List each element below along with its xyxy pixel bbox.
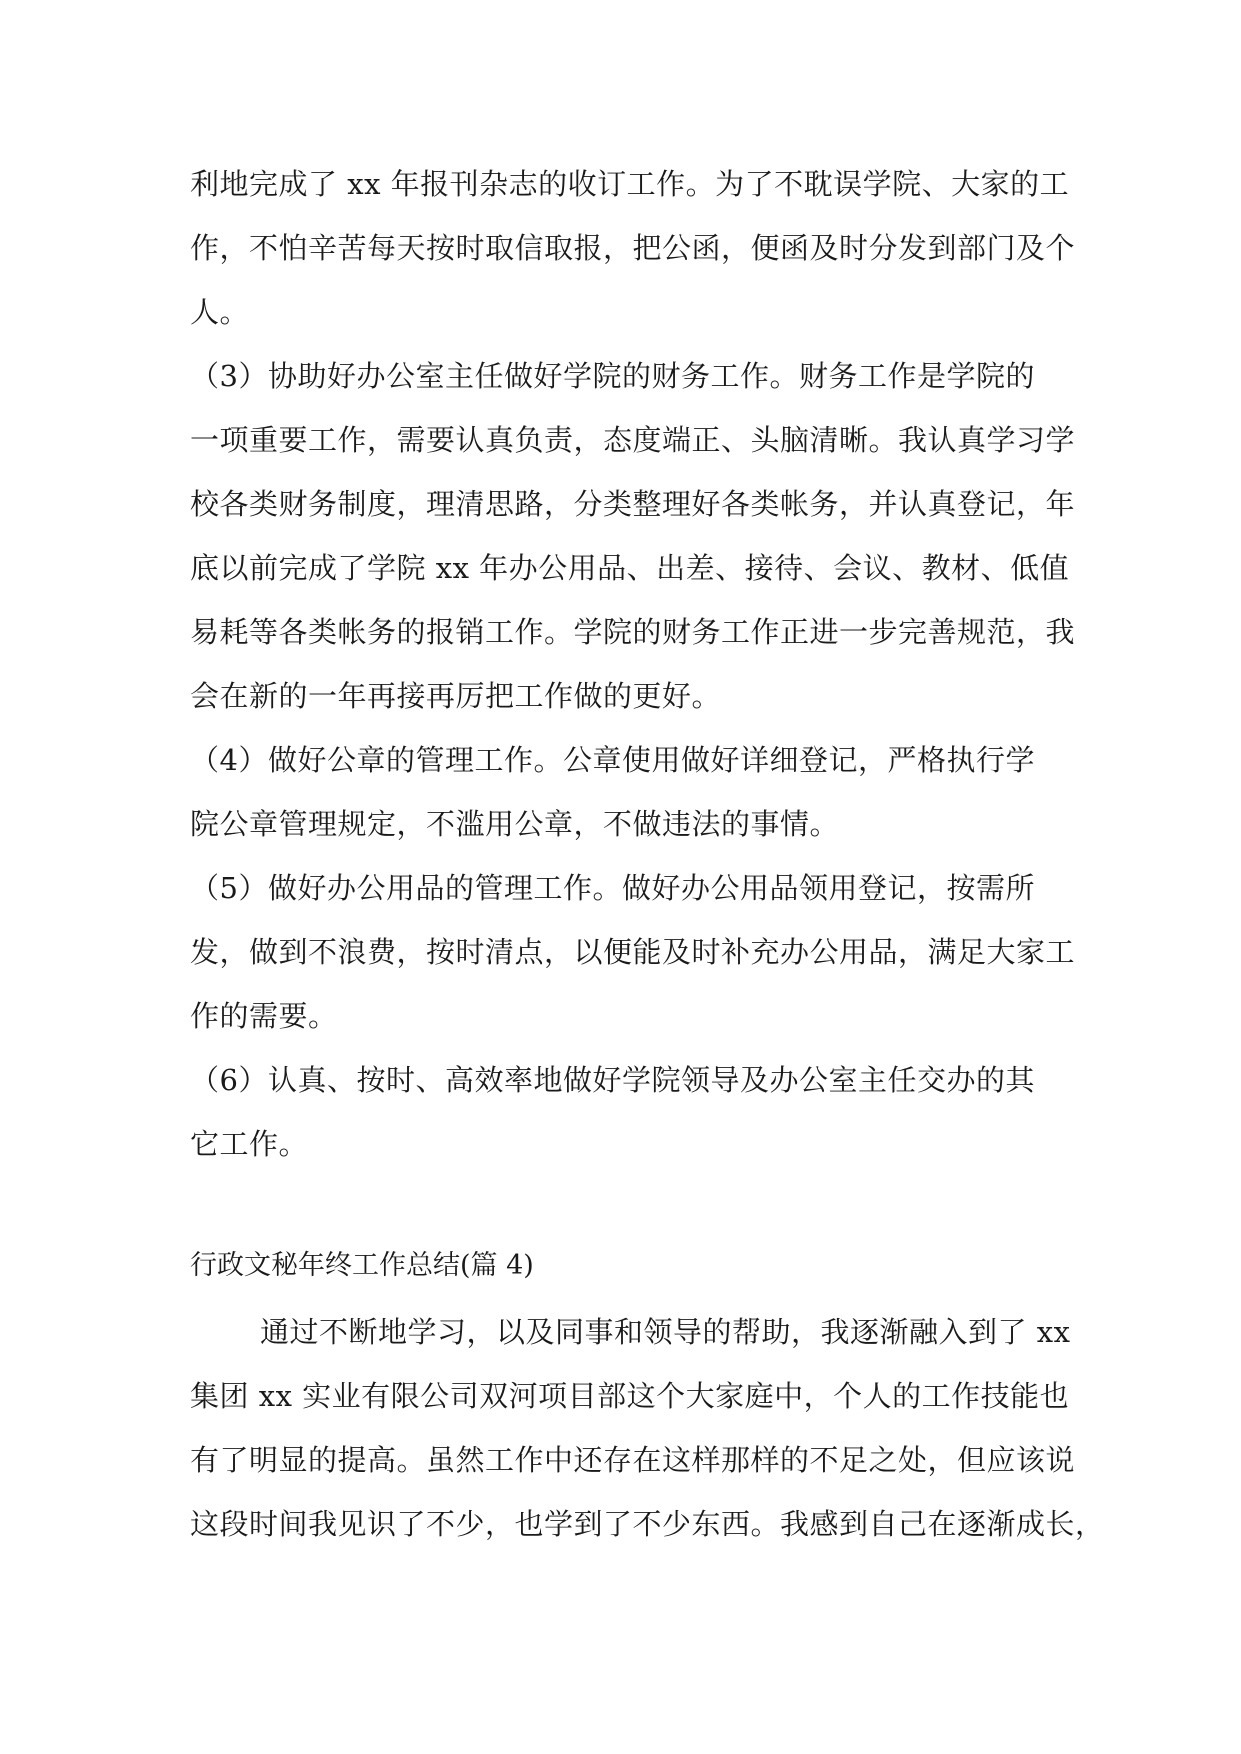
list-item-5-line: 发，做到不浪费，按时清点，以便能及时补充办公用品，满足大家工	[190, 935, 1076, 969]
list-item-3-line: （3）协助好办公室主任做好学院的财务工作。财务工作是学院的	[190, 359, 1035, 393]
list-item-3-line: 会在新的一年再接再厉把工作做的更好。	[190, 679, 722, 713]
list-item-3-line: 底以前完成了学院 xx 年办公用品、出差、接待、会议、教材、低值	[190, 551, 1070, 585]
list-item-6-line: 它工作。	[190, 1127, 309, 1161]
paragraph-line: 人。	[190, 295, 250, 329]
paragraph-line: 利地完成了 xx 年报刊杂志的收订工作。为了不耽误学院、大家的工	[190, 167, 1070, 201]
section-heading: 行政文秘年终工作总结(篇 4)	[190, 1250, 534, 1281]
list-item-6-line: （6）认真、按时、高效率地做好学院领导及办公室主任交办的其	[190, 1063, 1035, 1097]
list-item-3-line: 校各类财务制度，理清思路，分类整理好各类帐务，并认真登记，年	[190, 487, 1076, 521]
paragraph-line: 通过不断地学习，以及同事和领导的帮助，我逐渐融入到了 xx	[260, 1315, 1071, 1349]
paragraph-line: 集团 xx 实业有限公司双河项目部这个大家庭中，个人的工作技能也	[190, 1379, 1070, 1413]
paragraph-line: 这段时间我见识了不少，也学到了不少东西。我感到自己在逐渐成长，	[190, 1507, 1105, 1541]
paragraph-line: 作，不怕辛苦每天按时取信取报，把公函，便函及时分发到部门及个	[190, 231, 1076, 265]
list-item-3-line: 一项重要工作，需要认真负责，态度端正、头脑清晰。我认真学习学	[190, 423, 1076, 457]
paragraph-line: 有了明显的提高。虽然工作中还存在这样那样的不足之处，但应该说	[190, 1443, 1076, 1477]
list-item-4-line: 院公章管理规定，不滥用公章，不做违法的事情。	[190, 807, 840, 841]
list-item-3-line: 易耗等各类帐务的报销工作。学院的财务工作正进一步完善规范，我	[190, 615, 1076, 649]
list-item-5-line: 作的需要。	[190, 999, 338, 1033]
list-item-4-line: （4）做好公章的管理工作。公章使用做好详细登记，严格执行学	[190, 743, 1035, 777]
list-item-5-line: （5）做好办公用品的管理工作。做好办公用品领用登记，按需所	[190, 871, 1035, 905]
